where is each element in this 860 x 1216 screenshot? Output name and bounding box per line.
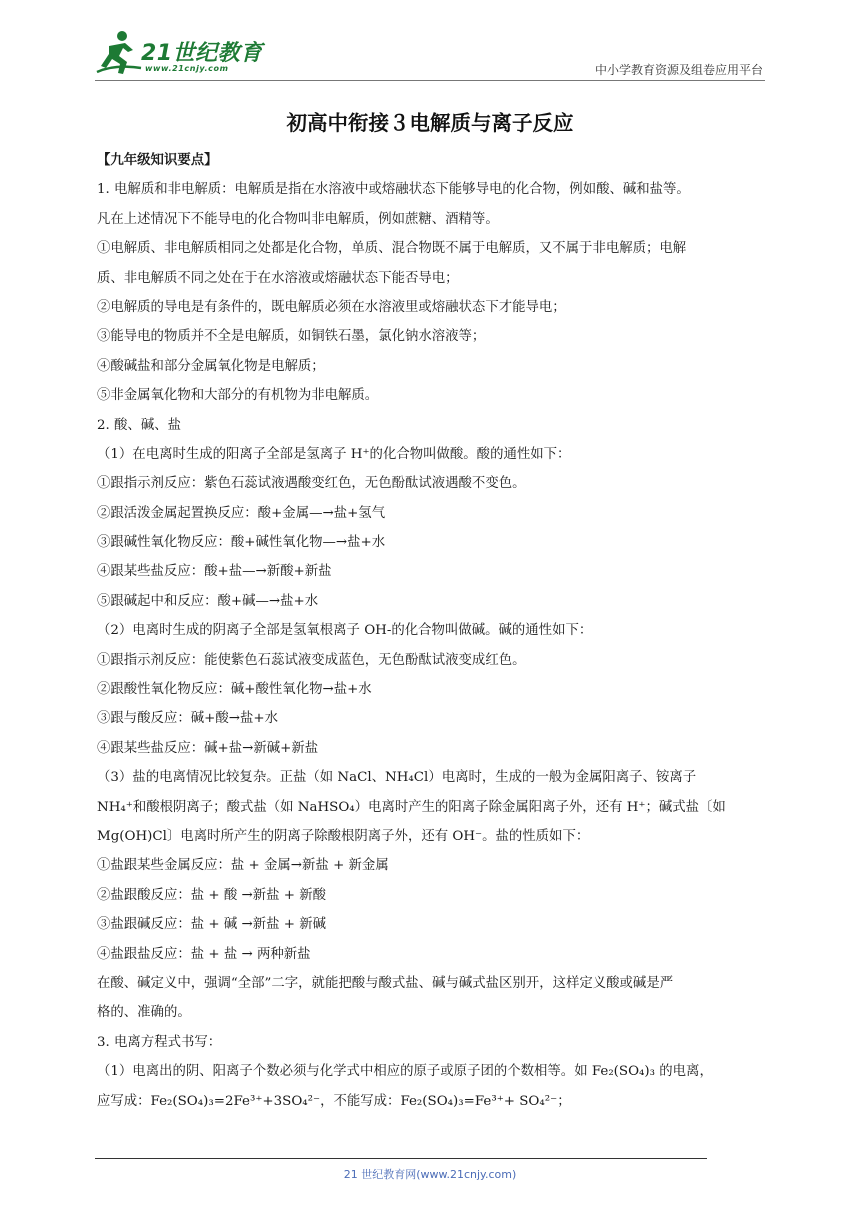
text-line: ④酸碱盐和部分金属氧化物是电解质； <box>97 358 325 374</box>
text-line: ⑤跟碱起中和反应：酸+碱—→盐+水 <box>97 593 319 609</box>
text-line: （1）在电离时生成的阳离子全部是氢离子 H⁺的化合物叫做酸。酸的通性如下： <box>97 446 571 462</box>
platform-label: 中小学教育资源及组卷应用平台 <box>594 63 763 77</box>
text-line: （1）电离出的阴、阳离子个数必须与化学式中相应的原子或原子团的个数相等。如 Fe₂(SO₄)₃ 的电离， <box>97 1064 713 1080</box>
text-line: 格的、准确的。 <box>97 1005 191 1021</box>
text-line: ④跟某些盐反应：酸+盐—→新酸+新盐 <box>97 564 332 580</box>
text-line: ③能导电的物质并不全是电解质，如铜铁石墨，氯化钠水溶液等； <box>97 329 486 345</box>
text-line: ②跟活泼金属起置换反应：酸+金属—→盐+氢气 <box>97 505 386 521</box>
text-line: ④盐跟盐反应：盐 + 盐 → 两种新盐 <box>97 946 311 962</box>
section-heading: 【九年级知识要点】 <box>97 153 218 168</box>
text-line: ④跟某些盐反应：碱+盐→新碱+新盐 <box>97 740 319 756</box>
footer-divider <box>95 1158 707 1159</box>
text-line: （2）电离时生成的阴离子全部是氢氧根离子 OH-的化合物叫做碱。碱的通性如下： <box>97 623 593 639</box>
text-line: NH₄⁺和酸根阴离子；酸式盐（如 NaHSO₄）电离时产生的阳离子除金属阳离子外，还有 H⁺；碱式盐〔如 <box>97 799 726 815</box>
text-line: （3）盐的电离情况比较复杂。正盐（如 NaCl、NH₄Cl）电离时，生成的一般为金属阳离子、铵离子 <box>97 770 697 786</box>
text-line: ③盐跟碱反应：盐 + 碱 →新盐 + 新碱 <box>97 917 327 933</box>
text-line: ②盐跟酸反应：盐 + 酸 →新盐 + 新酸 <box>97 887 327 903</box>
footer-link[interactable]: 21 世纪教育网(www.21cnjy.com) <box>343 1168 517 1181</box>
text-line: ③跟碱性氧化物反应：酸+碱性氧化物—→盐+水 <box>97 535 386 551</box>
text-line: ①跟指示剂反应：能使紫色石蕊试液变成蓝色，无色酚酞试液变成红色。 <box>97 652 526 668</box>
text-line: ②跟酸性氧化物反应：碱+酸性氧化物→盐+水 <box>97 682 372 698</box>
logo-url: www.21cnjy.com <box>145 64 229 73</box>
text-line: 1. 电解质和非电解质：电解质是指在水溶液中或熔融状态下能够导电的化合物，例如酸、碱和盐等。 <box>97 182 690 198</box>
logo <box>95 28 275 78</box>
logo-text: 21世纪教育 <box>141 41 263 66</box>
page-title: 初高中衔接３电解质与离子反应 <box>286 111 574 135</box>
text-line: 凡在上述情况下不能导电的化合物叫非电解质，例如蔗糖、酒精等。 <box>97 211 499 227</box>
text-line: ②电解质的导电是有条件的，既电解质必须在水溶液里或熔融状态下才能导电； <box>97 299 566 315</box>
document-body <box>97 146 765 1116</box>
page-header <box>95 28 765 80</box>
text-line: ⑤非金属氧化物和大部分的有机物为非电解质。 <box>97 388 379 404</box>
text-line: 2. 酸、碱、盐 <box>97 417 181 433</box>
text-line: 在酸、碱定义中，强调“全部”二字，就能把酸与酸式盐、碱与碱式盐区别开，这样定义酸或碱是严 <box>97 975 674 991</box>
text-line: ①电解质、非电解质相同之处都是化合物，单质、混合物既不属于电解质，又不属于非电解质；电解 <box>97 241 687 257</box>
text-line: 3. 电离方程式书写： <box>97 1034 222 1050</box>
text-line: Mg(OH)Cl〕电离时所产生的阴离子除酸根阴离子外，还有 OH⁻。盐的性质如下： <box>97 828 590 844</box>
text-line: 质、非电解质不同之处在于在水溶液或熔融状态下能否导电； <box>97 270 459 286</box>
runner-logo-icon <box>95 28 145 78</box>
header-divider <box>95 80 765 81</box>
text-line: ①跟指示剂反应：紫色石蕊试液遇酸变红色，无色酚酞试液遇酸不变色。 <box>97 476 526 492</box>
text-line: ③跟与酸反应：碱+酸→盐+水 <box>97 711 278 727</box>
text-line: ①盐跟某些金属反应：盐 + 金属→新盐 + 新金属 <box>97 858 389 874</box>
text-line: 应写成：Fe₂(SO₄)₃=2Fe³⁺+3SO₄²⁻，不能写成：Fe₂(SO₄)₃=Fe³⁺+ SO₄²⁻； <box>97 1093 571 1109</box>
